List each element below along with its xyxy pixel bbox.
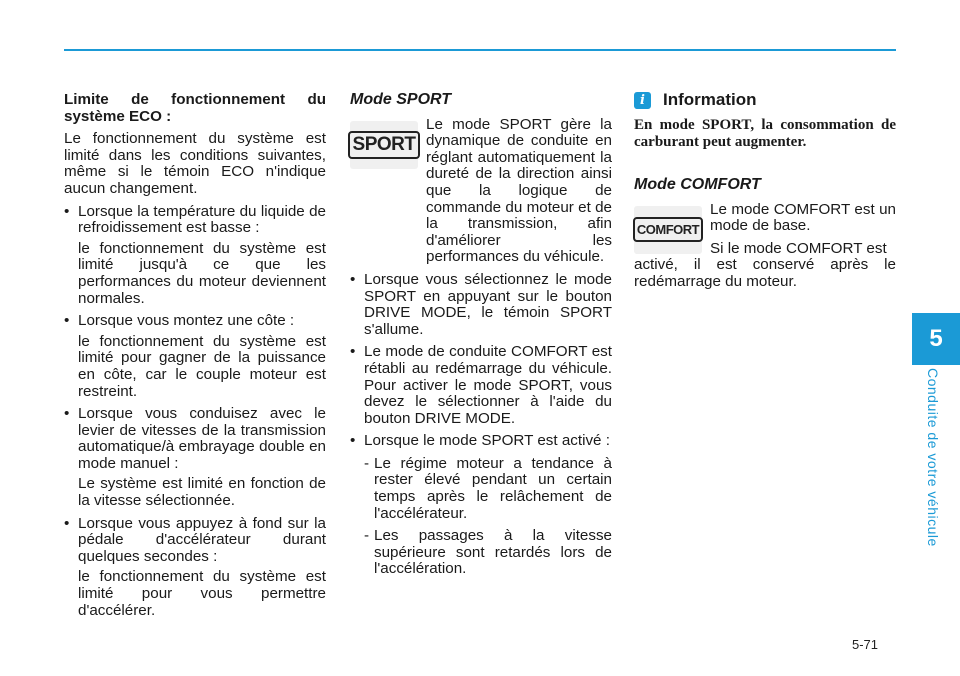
chapter-title: Conduite de votre véhicule [925, 368, 941, 547]
information-text: En mode SPORT, la consommation de carburant peut augmenter. [634, 117, 896, 150]
page-number: 5-71 [852, 637, 879, 652]
list-item-detail: le fonctionnement du système est limité pour vous permettre d'accélérer. [78, 568, 326, 619]
list-item-detail: le fonctionnement du système est limité pour gagner de la puissance en côte, car le couple moteur est restreint. [78, 332, 326, 400]
sport-mode-icon: SPORT [348, 131, 421, 159]
list-item: • Lorsque la température du liquide de refroidissement est basse : [64, 204, 326, 237]
list-item: • Lorsque le mode SPORT est activé : [350, 433, 612, 450]
column-sport-mode [350, 92, 612, 584]
list-item: - Le régime moteur a tendance à rester élevé pendant un certain temps après le relâchement de l'accélérateur. [364, 454, 612, 522]
list-item: • Lorsque vous appuyez à fond sur la pédale d'accélérateur durant quelques secondes : [64, 516, 326, 566]
information-title: Information [663, 90, 757, 110]
top-rule [64, 49, 896, 51]
column-information-comfort [634, 92, 896, 297]
chapter-number-tab: 5 [912, 313, 960, 365]
comfort-intro-row [634, 202, 896, 258]
eco-limit-heading: Limite de fonctionnement du système ECO : [64, 91, 326, 125]
comfort-mode-icon: COMFORT [633, 217, 703, 242]
list-item: • Lorsque vous conduisez avec le levier de vitesses de la transmission automatique/à embrayage double en mode manuel : [64, 406, 326, 472]
column-eco-limits [64, 92, 326, 625]
comfort-intro-text [702, 202, 896, 258]
comfort-mode-text-2-start: Si le mode COMFORT est [710, 239, 887, 257]
sport-intro-row [350, 117, 612, 272]
list-item: • Le mode de conduite COMFORT est rétabli au redémarrage du véhicule. Pour activer le mode SPORT, vous devez le sélectionner à l'aide du bouton DRIVE MODE. [350, 344, 612, 427]
eco-limit-intro: Le fonctionnement du système est limité dans les conditions suivantes, même si le témoin ECO n'indique aucun changement. [64, 130, 326, 197]
list-item-detail: le fonctionnement du système est limité jusqu'à ce que les performances du moteur deviennent normales. [78, 239, 326, 307]
list-item: • Lorsque vous sélectionnez le mode SPORT en appuyant sur le bouton DRIVE MODE, le témoin SPORT s'allume. [350, 272, 612, 338]
list-item: - Les passages à la vitesse supérieure sont retardés lors de l'accélération. [364, 527, 612, 578]
comfort-badge [634, 206, 702, 254]
list-item: • Lorsque vous montez une côte : [64, 313, 326, 330]
information-header [634, 92, 896, 109]
info-icon: i [634, 92, 651, 109]
comfort-mode-text-2: activé, il est conservé après le redémarrage du moteur. [634, 256, 896, 290]
comfort-mode-text-1: Le mode COMFORT est un mode de base. [710, 200, 896, 235]
sport-badge [350, 121, 418, 169]
list-item-detail: Le système est limité en fonction de la vitesse sélectionnée. [78, 475, 326, 510]
sport-mode-heading: Mode SPORT [350, 91, 452, 108]
comfort-mode-heading: Mode COMFORT [634, 176, 761, 193]
sport-mode-intro: Le mode SPORT gère la dynamique de conduite en réglant automatiquement la dureté de la direction ainsi que la logique de commande du moteur et de la transmission, afin d'améliorer les performances du véhicule. [426, 115, 612, 266]
